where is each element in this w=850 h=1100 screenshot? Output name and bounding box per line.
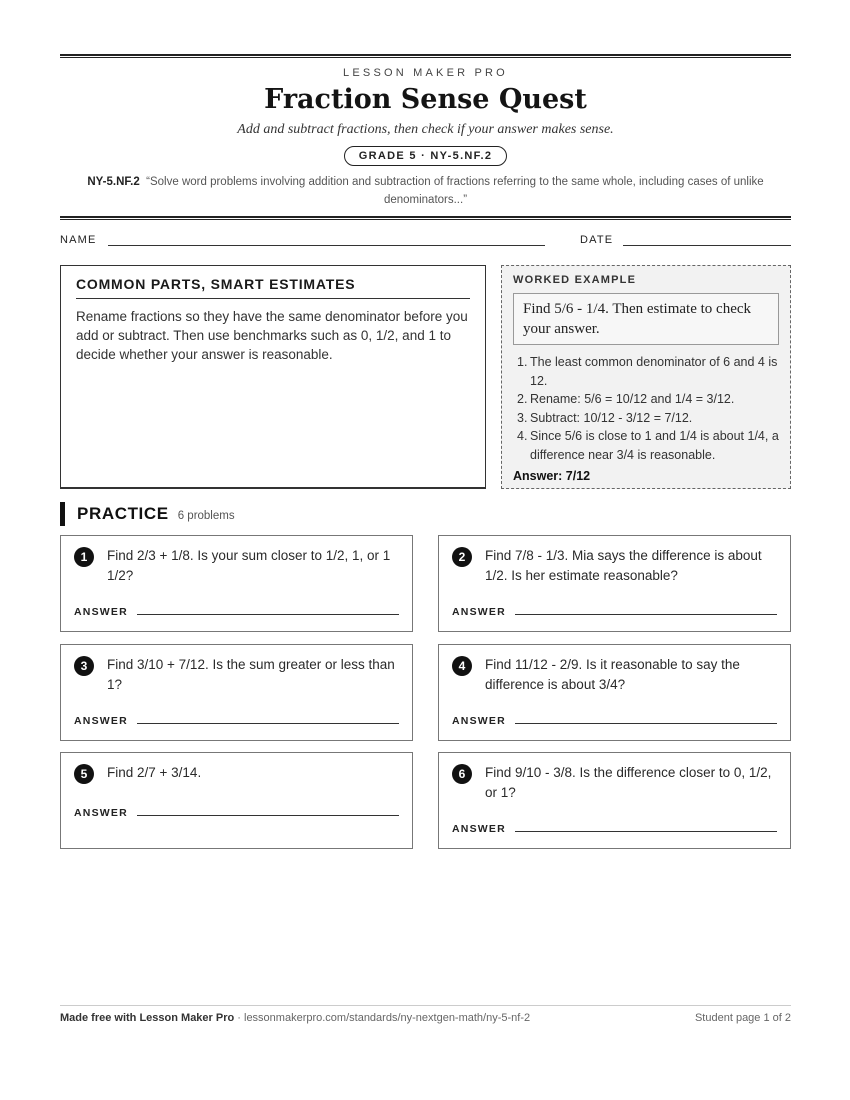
answer-label: ANSWER <box>74 606 128 618</box>
worked-example-step: 3. Subtract: 10/12 - 3/12 = 7/12. <box>517 410 693 425</box>
problem-text: Find 11/12 - 2/9. Is it reasonable to say the difference is about 3/4? <box>485 657 740 692</box>
answer-field[interactable] <box>515 831 777 832</box>
concept-text: Rename fractions so they have the same denominator before you add or subtract. Then use benchmarks such as 0, 1/2, and 1 to decide whether your answer is reasonable. <box>76 309 468 362</box>
problem-number: 5 <box>74 764 94 784</box>
footer-link[interactable]: · lessonmakerpro.com/standards/ny-nextgen-math/ny-5-nf-2 <box>234 1012 531 1024</box>
worked-example-box <box>501 265 791 489</box>
standard-code: NY-5.NF.2 <box>87 176 140 188</box>
footer-page-number: Student page 1 of 2 <box>694 1012 791 1024</box>
header-rule-bottom <box>60 216 791 220</box>
worksheet-subtitle: Add and subtract fractions, then check if your answer makes sense. <box>237 122 614 137</box>
answer-field[interactable] <box>137 723 399 724</box>
problem-card <box>438 644 791 741</box>
concept-box <box>60 265 486 489</box>
answer-label: ANSWER <box>74 807 128 819</box>
footer-credit <box>60 1012 530 1024</box>
footer-rule <box>60 1005 791 1006</box>
answer-field[interactable] <box>137 815 399 816</box>
problem-card <box>60 535 413 632</box>
problem-text: Find 2/3 + 1/8. Is your sum closer to 1/2, 1, or 1 1/2? <box>107 548 391 583</box>
date-label: DATE <box>580 234 614 246</box>
worked-example-step: 1. The least common denominator of 6 and 4 is 12. <box>517 355 778 388</box>
answer-field[interactable] <box>515 614 777 615</box>
problem-number: 2 <box>452 547 472 567</box>
name-field[interactable] <box>108 245 545 246</box>
grade-badge: GRADE 5 · NY-5.NF.2 <box>344 146 508 166</box>
worksheet-title: Fraction Sense Quest <box>264 84 587 115</box>
worked-example-answer: Answer: 7/12 <box>513 469 591 483</box>
practice-count: 6 problems <box>177 510 235 522</box>
problem-card <box>438 752 791 849</box>
worked-example-prompt: Find 5/6 - 1/4. Then estimate to check your answer. <box>513 293 779 345</box>
answer-label: ANSWER <box>452 715 506 727</box>
problem-text: Find 7/8 - 1/3. Mia says the difference is about 1/2. Is her estimate reasonable? <box>485 548 762 583</box>
worksheet-page <box>60 0 791 1100</box>
standard-text: “Solve word problems involving addition and subtraction of fractions referring to the same whole, including cases of unlike denominators...” <box>146 176 764 206</box>
answer-label: ANSWER <box>452 823 506 835</box>
practice-title: PRACTICE <box>77 504 169 523</box>
problem-text: Find 9/10 - 3/8. Is the difference closer to 0, 1/2, or 1? <box>485 765 772 800</box>
answer-field[interactable] <box>515 723 777 724</box>
problem-text: Find 2/7 + 3/14. <box>107 765 202 780</box>
footer-made: Made free with Lesson Maker Pro <box>60 1012 235 1024</box>
problem-number: 6 <box>452 764 472 784</box>
name-label: NAME <box>60 234 97 246</box>
worked-example-steps <box>513 353 779 464</box>
problem-text: Find 3/10 + 7/12. Is the sum greater or less than 1? <box>107 657 395 692</box>
worked-example-step: 2. Rename: 5/6 = 10/12 and 1/4 = 3/12. <box>517 392 735 406</box>
problem-number: 4 <box>452 656 472 676</box>
practice-heading <box>60 502 235 526</box>
grade-badge-wrap <box>60 146 791 166</box>
answer-label: ANSWER <box>452 606 506 618</box>
header-rule-top <box>60 54 791 58</box>
problem-card <box>438 535 791 632</box>
problem-card <box>60 752 413 849</box>
answer-field[interactable] <box>137 614 399 615</box>
worked-example-step: 4. Since 5/6 is close to 1 and 1/4 is about 1/4, a difference near 3/4 is reasonable. <box>517 429 779 462</box>
problem-number: 3 <box>74 656 94 676</box>
worked-example-label: WORKED EXAMPLE <box>513 274 637 286</box>
date-field[interactable] <box>623 245 791 246</box>
problem-card <box>60 644 413 741</box>
standard-description <box>60 173 791 209</box>
answer-label: ANSWER <box>74 715 128 727</box>
concept-title: COMMON PARTS, SMART ESTIMATES <box>76 276 470 299</box>
problem-number: 1 <box>74 547 94 567</box>
brand-label: LESSON MAKER PRO <box>343 67 508 79</box>
